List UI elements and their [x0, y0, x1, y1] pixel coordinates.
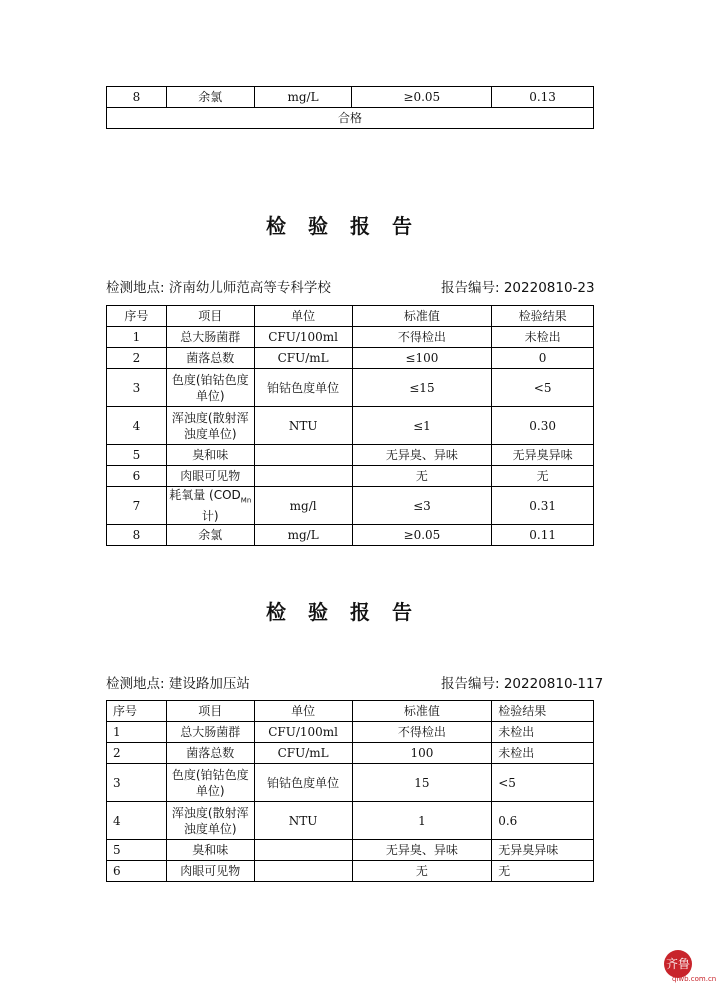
row-standard: 无: [352, 466, 492, 487]
row-standard: ≤3: [352, 487, 492, 525]
row-result: 0.11: [492, 525, 594, 546]
row-standard: 100: [352, 743, 492, 764]
row-unit: CFU/mL: [254, 743, 352, 764]
row-result: 0.31: [492, 487, 594, 525]
table-row: [107, 369, 594, 407]
table-row: [107, 348, 594, 369]
row-item: [166, 487, 254, 525]
row-unit: NTU: [254, 407, 352, 445]
row-no: 6: [107, 861, 167, 882]
row-result: 0.30: [492, 407, 594, 445]
row-unit: [254, 840, 352, 861]
row-item: 总大肠菌群: [166, 327, 254, 348]
watermark-logo: 齐鲁: [664, 950, 692, 978]
row-result: 0: [492, 348, 594, 369]
row-unit: CFU/100ml: [254, 327, 352, 348]
report2-table: [106, 700, 594, 882]
row-no: 1: [107, 327, 167, 348]
row-item: 总大肠菌群: [166, 722, 254, 743]
row-item: 菌落总数: [166, 348, 254, 369]
header-unit: 单位: [254, 306, 352, 327]
header-standard: 标准值: [352, 701, 492, 722]
row-no: 7: [107, 487, 167, 525]
row-no: 4: [107, 407, 167, 445]
row-standard: 无: [352, 861, 492, 882]
row-result: 无异臭异味: [492, 445, 594, 466]
row-unit: NTU: [254, 802, 352, 840]
row-result: 0.13: [492, 87, 594, 108]
row-standard: 1: [352, 802, 492, 840]
row-standard: ≤15: [352, 369, 492, 407]
row-standard: 15: [352, 764, 492, 802]
row-result: 未检出: [492, 743, 594, 764]
header-result: 检验结果: [492, 306, 594, 327]
report2-report-no: 报告编号: 20220810-117: [441, 676, 604, 692]
row-no: 6: [107, 466, 167, 487]
table-row: [107, 861, 594, 882]
row-no: 2: [107, 348, 167, 369]
row-item: 余氯: [166, 525, 254, 546]
row-result: <5: [492, 369, 594, 407]
row-standard: ≤1: [352, 407, 492, 445]
row-standard: 不得检出: [352, 722, 492, 743]
row-item-subscript: Mn: [240, 496, 252, 505]
row-standard: ≥0.05: [352, 525, 492, 546]
row-unit: [254, 466, 352, 487]
table-row: [107, 525, 594, 546]
table-row: [107, 743, 594, 764]
row-unit: [254, 861, 352, 882]
row-no: 3: [107, 764, 167, 802]
row-item: 臭和味: [166, 840, 254, 861]
row-result: 未检出: [492, 722, 594, 743]
table-row: [107, 764, 594, 802]
header-no: 序号: [107, 306, 167, 327]
row-item: 臭和味: [166, 445, 254, 466]
row-result: 0.6: [492, 802, 594, 840]
row-item: 菌落总数: [166, 743, 254, 764]
row-no: 3: [107, 369, 167, 407]
row-result: 无: [492, 861, 594, 882]
report1-table: [106, 305, 594, 546]
table-row: [107, 407, 594, 445]
header-result: 检验结果: [492, 701, 594, 722]
header-no: 序号: [107, 701, 167, 722]
report1-title: 检验报告: [266, 214, 434, 238]
table-row: [107, 722, 594, 743]
row-item: 色度(铂钴色度单位): [166, 369, 254, 407]
row-unit: mg/l: [254, 487, 352, 525]
report2-location: 检测地点: 建设路加压站: [106, 676, 250, 692]
table-header-row: [107, 306, 594, 327]
table-row: [107, 487, 594, 525]
row-unit: 铂钴色度单位: [254, 369, 352, 407]
row-item: 浑浊度(散射浑浊度单位): [166, 407, 254, 445]
table-row: [107, 445, 594, 466]
row-standard: 无异臭、异味: [352, 840, 492, 861]
row-no: 5: [107, 840, 167, 861]
table-row: [107, 802, 594, 840]
header-item: 项目: [166, 306, 254, 327]
conclusion-row: [107, 108, 594, 129]
row-result: <5: [492, 764, 594, 802]
row-standard: 不得检出: [352, 327, 492, 348]
row-result: 无: [492, 466, 594, 487]
row-item: 浑浊度(散射浑浊度单位): [166, 802, 254, 840]
row-item: 色度(铂钴色度单位): [166, 764, 254, 802]
row-no: 8: [107, 525, 167, 546]
row-no: 8: [107, 87, 167, 108]
table-row: [107, 840, 594, 861]
conclusion-cell: 合格: [107, 108, 594, 129]
row-standard: ≥0.05: [352, 87, 492, 108]
report1-location: 检测地点: 济南幼儿师范高等专科学校: [106, 280, 331, 296]
row-unit: mg/L: [254, 525, 352, 546]
table-header-row: [107, 701, 594, 722]
row-unit: CFU/100ml: [254, 722, 352, 743]
table-row: [107, 466, 594, 487]
row-standard: 无异臭、异味: [352, 445, 492, 466]
row-no: 1: [107, 722, 167, 743]
row-item: 余氯: [166, 87, 254, 108]
report2-title: 检验报告: [266, 600, 434, 624]
row-unit: mg/L: [254, 87, 352, 108]
row-item-tail: 计): [201, 509, 219, 524]
header-unit: 单位: [254, 701, 352, 722]
row-unit: [254, 445, 352, 466]
row-item-text: 耗氧量 (COD: [169, 488, 241, 502]
row-no: 4: [107, 802, 167, 840]
table-row: [107, 327, 594, 348]
row-item: 肉眼可见物: [166, 861, 254, 882]
header-standard: 标准值: [352, 306, 492, 327]
row-item: 肉眼可见物: [166, 466, 254, 487]
row-unit: 铂钴色度单位: [254, 764, 352, 802]
header-item: 项目: [166, 701, 254, 722]
table-row: [107, 87, 594, 108]
row-unit: CFU/mL: [254, 348, 352, 369]
row-no: 2: [107, 743, 167, 764]
row-result: 未检出: [492, 327, 594, 348]
report1-report-no: 报告编号: 20220810-23: [441, 280, 595, 296]
row-result: 无异臭异味: [492, 840, 594, 861]
row-standard: ≤100: [352, 348, 492, 369]
watermark-site: qlwb.com.cn: [672, 975, 716, 983]
row-no: 5: [107, 445, 167, 466]
top-table: [106, 86, 594, 129]
